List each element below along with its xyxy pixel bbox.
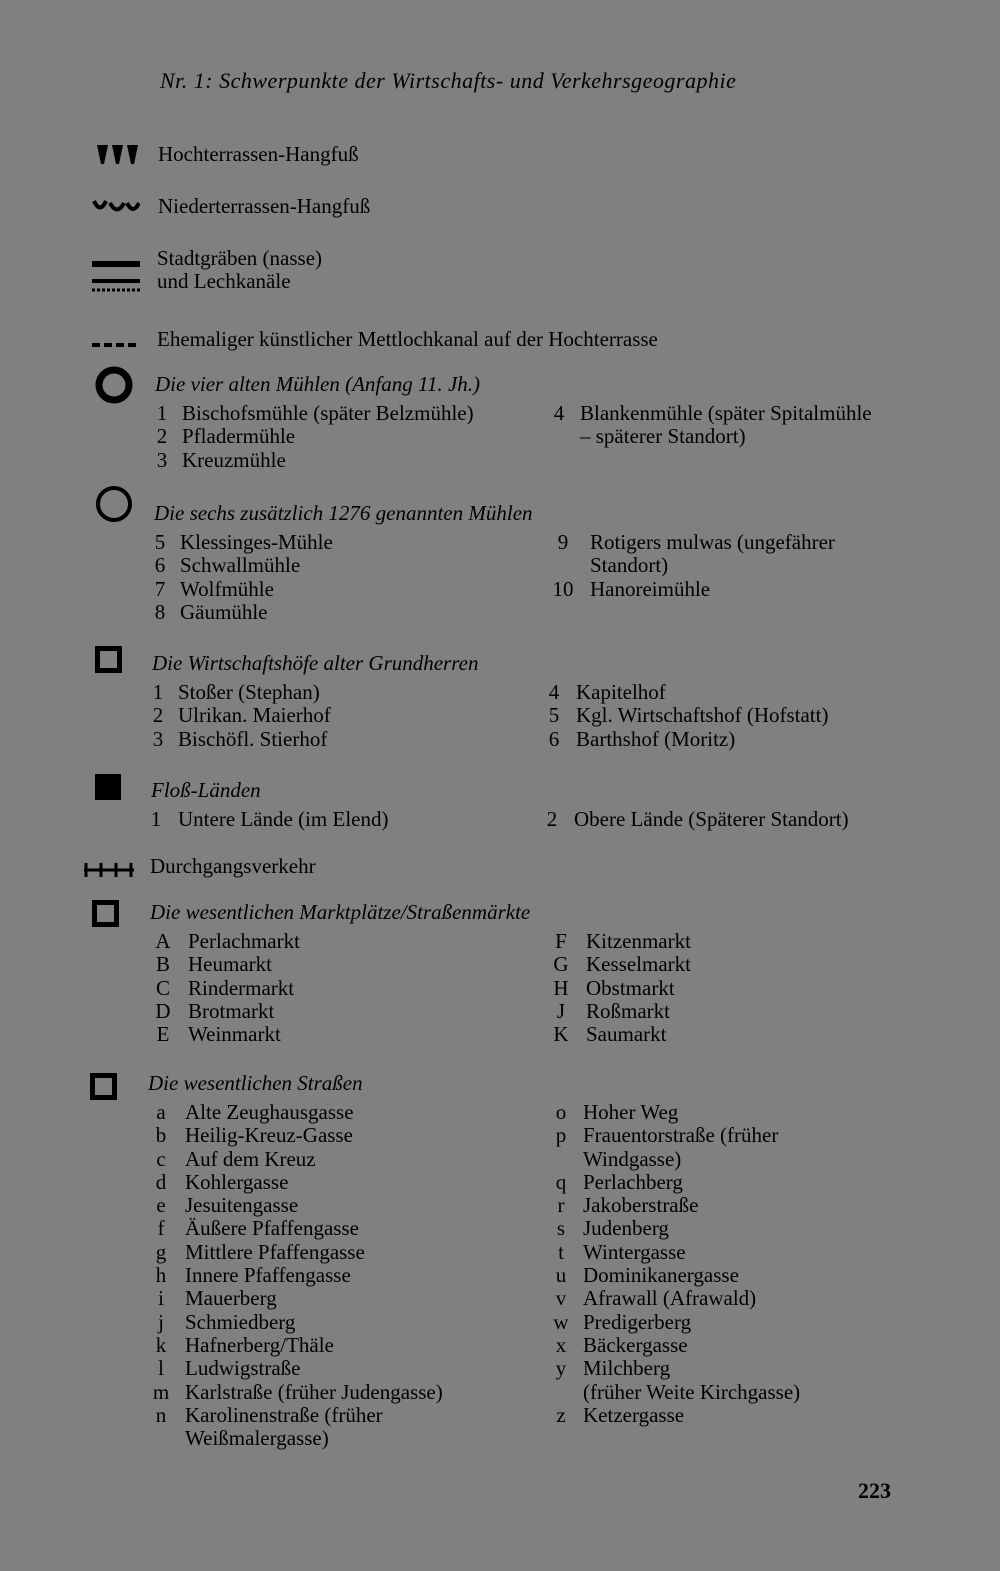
legend-mettloch: Ehemaliger künstlicher Mettlochkanal auf der Hochterrasse <box>157 327 658 351</box>
strassen-heading: Die wesentlichen Straßen <box>148 1071 363 1095</box>
list-item: (früher Weite Kirchgasse) <box>583 1379 801 1404</box>
floss-heading: Floß-Länden <box>151 778 261 802</box>
list-item: l Ludwigstraße <box>158 1356 301 1381</box>
legend-durchgang: Durchgangsverkehr <box>150 854 316 878</box>
list-item: 5 Kgl. Wirtschaftshof (Hofstatt) <box>548 703 829 728</box>
marktplaetze-right <box>548 930 691 1046</box>
strassen-left <box>146 1101 443 1450</box>
list-item: n Karolinenstraße (früher <box>155 1402 383 1427</box>
list-item: e Jesuitengasse <box>156 1193 299 1218</box>
list-item: Windgasse) <box>583 1146 682 1171</box>
list-item: – späterer Standort) <box>580 424 746 449</box>
list-item: s Judenberg <box>556 1216 669 1241</box>
list-item: F Kitzenmarkt <box>555 929 691 953</box>
zusaetzliche-muehlen-left <box>148 531 333 624</box>
list-item: E Weinmarkt <box>156 1022 281 1047</box>
floss-right <box>542 808 849 831</box>
list-item: 3 Bischöfl. Stierhof <box>152 726 328 751</box>
page-number: 223 <box>858 1478 891 1503</box>
list-item: J Roßmarkt <box>556 998 670 1023</box>
alte-muehlen-right <box>548 402 872 449</box>
niederterrasse-symbol-icon <box>92 198 140 216</box>
list-item: 4 Kapitelhof <box>548 680 666 704</box>
floss-left <box>144 808 389 831</box>
list-item: 2 Pfladermühle <box>156 424 296 449</box>
list-item: b Heilig-Kreuz-Gasse <box>155 1123 353 1148</box>
mettloch-symbol-icon <box>92 341 140 349</box>
marktplaetze-heading: Die wesentlichen Marktplätze/Straßenmärkte <box>150 900 531 924</box>
thick-circle-icon <box>94 365 134 405</box>
list-item: Weißmalergasse) <box>185 1426 329 1451</box>
list-item: 6 Barthshof (Moritz) <box>548 726 736 751</box>
list-item: H Obstmarkt <box>553 975 675 1000</box>
hollow-square-icon <box>95 646 123 674</box>
list-item: u Dominikanergasse <box>555 1263 739 1288</box>
list-item: p Frauentorstraße (früher <box>555 1123 779 1148</box>
list-item: v Afrawall (Afrawald) <box>555 1286 757 1311</box>
list-item: m Karlstraße (früher Judengasse) <box>152 1379 443 1404</box>
list-item: w Predigerberg <box>553 1309 692 1334</box>
list-item: 1 Bischofsmühle (später Belzmühle) <box>156 401 474 425</box>
list-item: j Schmiedberg <box>158 1309 296 1334</box>
list-item: 1 Stoßer (Stephan) <box>152 680 320 704</box>
hochterrasse-symbol-icon <box>96 142 140 166</box>
list-item: 2 Ulrikan. Maierhof <box>152 703 331 728</box>
list-item: x Bäckergasse <box>555 1332 688 1357</box>
wirtschaftshoefe-heading: Die Wirtschaftshöfe alter Grundherren <box>152 651 479 675</box>
list-item: r Jakoberstraße <box>557 1193 699 1218</box>
legend-stadtgraben-2: und Lechkanäle <box>157 269 291 293</box>
hollow-square-icon <box>92 900 120 928</box>
list-item: 8 Gäumühle <box>154 599 268 624</box>
list-item: B Heumarkt <box>155 952 272 977</box>
list-item: k Hafnerberg/Thäle <box>155 1332 334 1357</box>
list-item: Standort) <box>590 553 669 578</box>
transit-route-icon <box>84 859 134 879</box>
page-title: Nr. 1: Schwerpunkte der Wirtschafts- und Verkehrsgeographie <box>160 68 737 93</box>
zusaetzliche-muehlen-right <box>548 531 835 601</box>
list-item: q Perlachberg <box>555 1169 683 1194</box>
wirtschaftshoefe-right <box>544 681 828 751</box>
list-item: 4 Blankenmühle (später Spitalmühle <box>553 401 872 425</box>
list-item: G Kesselmarkt <box>553 952 691 977</box>
list-item: t Wintergasse <box>558 1239 686 1264</box>
list-item: 6 Schwallmühle <box>154 553 301 578</box>
list-item: C Rindermarkt <box>155 975 295 1000</box>
list-item: o Hoher Weg <box>555 1100 679 1124</box>
list-item: D Brotmarkt <box>155 998 275 1023</box>
strassen-right <box>546 1101 800 1427</box>
list-item: 2 Obere Lände (Späterer Standort) <box>546 807 849 831</box>
list-item: i Mauerberg <box>158 1286 277 1311</box>
legend-stadtgraben-1: Stadtgräben (nasse) <box>157 246 323 270</box>
marktplaetze-left <box>150 930 300 1046</box>
hollow-square-icon <box>90 1073 118 1101</box>
list-item: f Äußere Pfaffengasse <box>157 1216 359 1241</box>
wirtschaftshoefe-left <box>146 681 331 751</box>
legend-hochterrasse: Hochterrassen-Hangfuß <box>158 142 359 166</box>
thin-circle-icon <box>94 484 134 524</box>
list-item: h Innere Pfaffengasse <box>155 1263 351 1288</box>
list-item: 10 Hanoreimühle <box>552 576 711 601</box>
list-item: g Mittlere Pfaffengasse <box>155 1239 365 1264</box>
list-item: 3 Kreuzmühle <box>156 447 286 472</box>
stadtgraben-symbol-icon <box>92 258 140 294</box>
alte-muehlen-heading: Die vier alten Mühlen (Anfang 11. Jh.) <box>155 372 481 396</box>
list-item: 5 Klessinges-Mühle <box>154 530 333 554</box>
zusaetzliche-muehlen-heading: Die sechs zusätzlich 1276 genannten Mühlen <box>154 501 533 525</box>
list-item: c Auf dem Kreuz <box>156 1146 316 1171</box>
legend-niederterrasse: Niederterrassen-Hangfuß <box>158 194 371 218</box>
list-item: A Perlachmarkt <box>155 929 300 953</box>
alte-muehlen-left <box>150 402 474 472</box>
list-item: 7 Wolfmühle <box>154 576 274 601</box>
list-item: d Kohlergasse <box>155 1169 289 1194</box>
filled-square-icon <box>94 773 122 801</box>
list-item: 1 Untere Lände (im Elend) <box>150 807 389 831</box>
list-item: z Ketzergasse <box>556 1402 685 1427</box>
list-item: a Alte Zeughausgasse <box>156 1100 354 1124</box>
list-item: y Milchberg <box>555 1356 671 1381</box>
list-item: K Saumarkt <box>553 1022 667 1047</box>
list-item: 9 Rotigers mulwas (ungefährer <box>557 530 835 554</box>
